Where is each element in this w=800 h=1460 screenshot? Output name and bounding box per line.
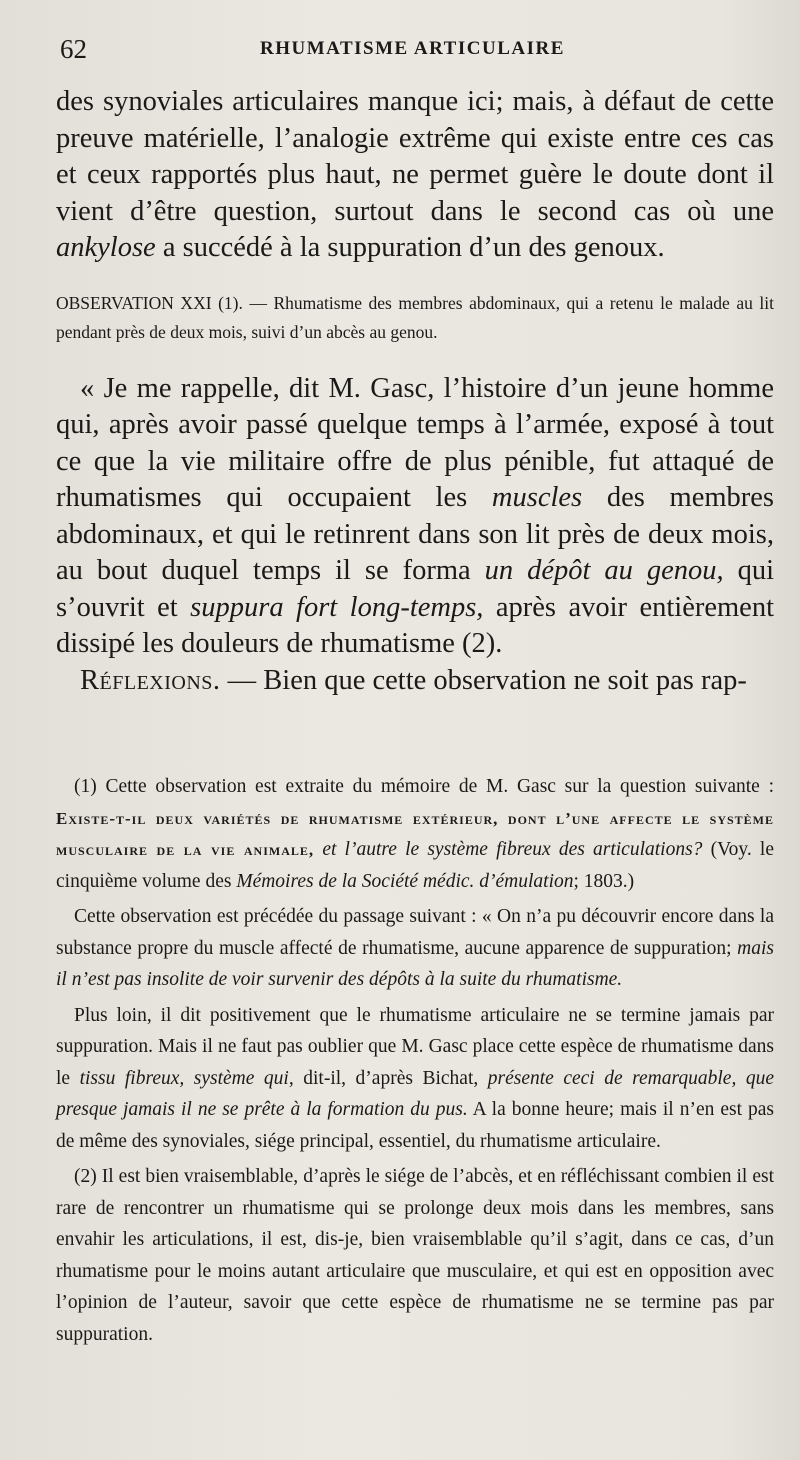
footnote-1-caps: Existe-t-il deux variétés de rhumatisme extérieur, dont l’une affecte le système musculaire de la vie animale,	[56, 808, 774, 859]
quote-italic-2: un dépôt au genou,	[484, 555, 724, 586]
intro-text-end: a succédé à la suppuration d’un des genoux.	[155, 232, 665, 263]
footnote-1-italic: et l’autre le système fibreux des articulations?	[314, 839, 703, 860]
footnote-1b-italic: mais il n’est pas insolite de voir survenir des dépôts à la suite du rhumatisme.	[56, 937, 774, 990]
observation-ref: (1).	[211, 292, 243, 313]
quote-text-2: des membres abdominaux, et qui le retinrent dans son lit près de deux mois, au bout duquel temps il se forma	[56, 482, 774, 586]
footnote-2: (2) Il est bien vraisemblable, d’après le siége de l’abcès, et en réfléchissant combien il est rare de rencontrer un rhumatisme qui se prolonge deux mois dans les membres, sans envahir les articulations, il est, dis-je, bien vraisemblable qu’il s’agit, dans ce cas, d’un rhumatisme pour le moins autant articulaire que musculaire, et qui est en opposition avec l’opinion de l’auteur, savoir que cette espèce de rhumatisme ne se termine pas par suppuration.	[56, 1166, 774, 1345]
page-number: 62	[60, 34, 87, 64]
reflexions-paragraph	[56, 663, 774, 700]
running-title: RHUMATISME ARTICULAIRE	[260, 38, 565, 59]
observation-summary: — Rhumatisme des membres abdominaux, qui a retenu le malade au lit pendant près de deux mois, suivi d’un abcès au genou.	[56, 292, 775, 342]
footnote-1-text-3: ; 1803.)	[573, 870, 635, 892]
page-body	[56, 84, 774, 1350]
footnote-1c-italic-2: présente ceci de remarquable, que presque jamais il ne se prête à la formation du pus.	[56, 1067, 775, 1120]
quote-text-3: qui s’ouvrit et	[56, 555, 775, 623]
reflexions-text: — Bien que cette observation ne soit pas rap-	[220, 664, 747, 696]
footnote-1c-text: Plus loin, il dit positivement que le rhumatisme articulaire ne se termine jamais par suppuration. Mais il ne faut pas oublier que M. Gasc place cette espèce de rhumatisme dans le	[56, 1004, 774, 1089]
quote-text-1: « Je me rappelle, dit M. Gasc, l’histoire d’un jeune homme qui, après avoir passé quelque temps à l’armée, exposé à tout ce que la vie militaire offre de plus pénible, fut attaqué de rhumatismes qui occupaient les	[56, 372, 774, 513]
page-header	[60, 34, 770, 70]
quote-text-4: après avoir entièrement dissipé les douleurs de rhumatisme (2).	[56, 591, 774, 659]
intro-paragraph	[56, 84, 774, 267]
footnote-1-text-2: (Voy. le cinquième volume des	[56, 839, 774, 892]
observation-label: OBSERVATION XXI	[56, 292, 212, 313]
footnotes	[56, 771, 774, 1350]
reflexions-label: Réflexions.	[80, 664, 221, 696]
footnote-1-text: (1) Cette observation est extraite du mémoire de M. Gasc sur la question suivante :	[74, 776, 774, 797]
footnote-1-continued	[56, 901, 774, 996]
intro-text: des synoviales articulaires manque ici; mais, à défaut de cette preuve matérielle, l’analogie extrême qui existe entre ces cas et ceux rapportés plus haut, ne permet guère le doute dont il vient d’être question, surtout dans le second cas où une	[56, 86, 774, 227]
footnote-1c-text-2: dit-il, d’après Bichat,	[293, 1067, 488, 1089]
footnote-1c-italic: tissu fibreux, système qui,	[79, 1067, 294, 1089]
footnote-1-further	[56, 1000, 774, 1158]
footnote-1c-text-3: A la bonne heure; mais il n’en est pas de même des synoviales, siége principal, essentiel, du rhumatisme articulaire.	[56, 1099, 774, 1152]
quote-italic-3: suppura fort long-temps,	[190, 591, 484, 623]
footnote-1b-text: Cette observation est précédée du passage suivant : « On n’a pu découvrir encore dans la substance propre du muscle affecté de rhumatisme, aucune apparence de suppuration;	[56, 906, 774, 959]
intro-italic: ankylose	[56, 232, 156, 263]
footnote-1	[56, 771, 774, 897]
quote-italic-1: muscles	[491, 482, 583, 513]
observation-heading	[56, 289, 774, 347]
footnote-1-italic-2: Mémoires de la Société médic. d’émulation	[236, 870, 574, 892]
quote-paragraph	[56, 371, 774, 663]
